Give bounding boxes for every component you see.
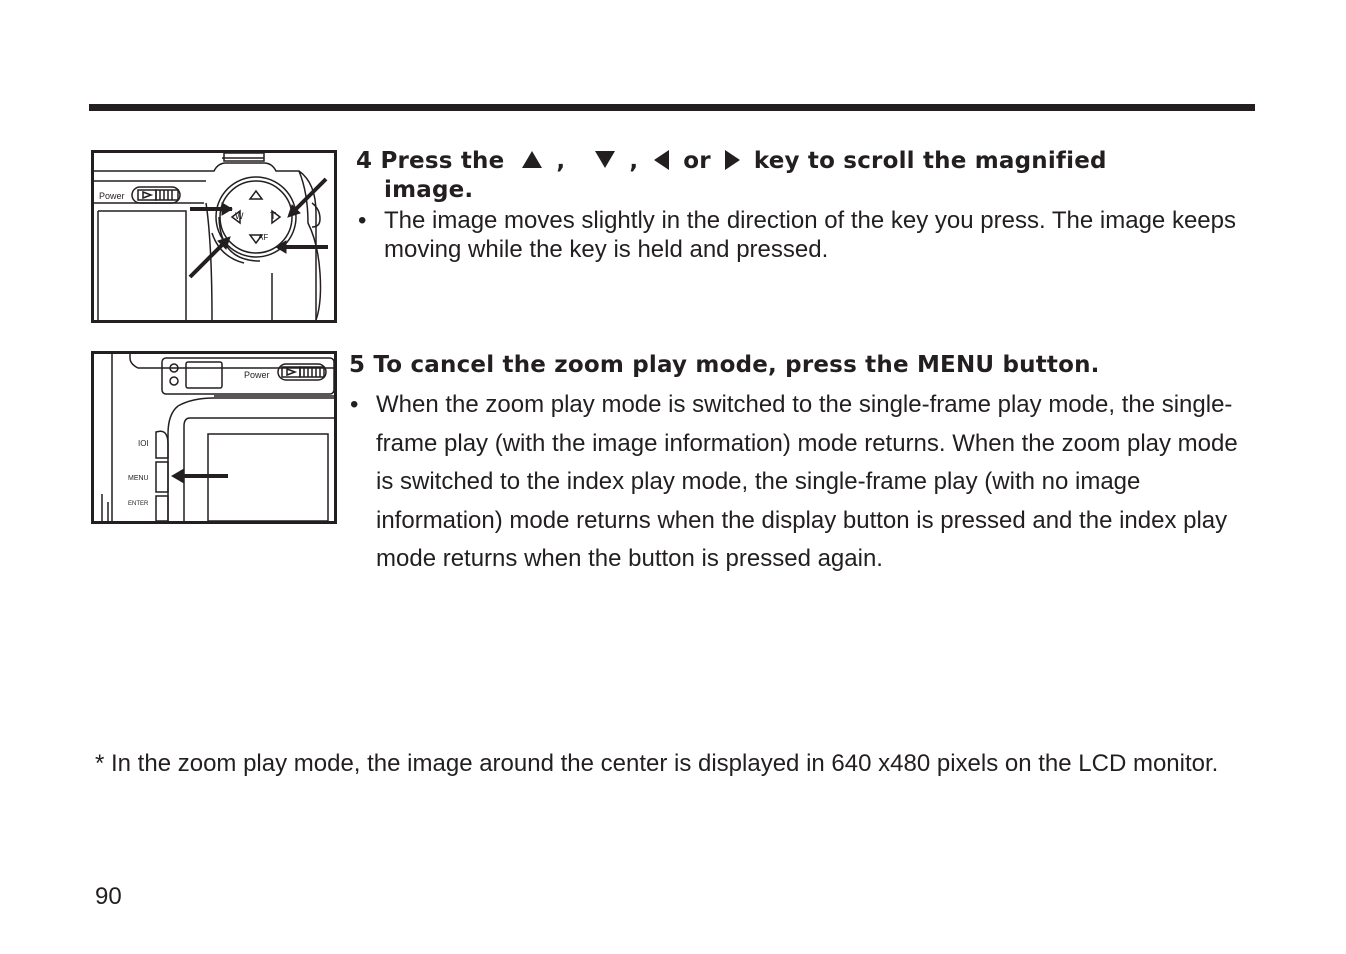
tele-label: T [270,211,277,222]
camera-menu-illustration [94,354,334,521]
figure-camera-dial [91,150,337,323]
footnote-text: In the zoom play mode, the image around the center is displayed in 640 x480 pixels on the LCD monitor. [111,750,1219,777]
step-4-number: 4 [356,148,373,174]
power-label: Power [99,191,125,201]
footnote-asterisk: * [95,750,105,777]
top-rule [89,104,1255,111]
step-4-heading [356,147,1256,205]
comma-1: , [556,148,566,174]
step-4-rest: key to scroll the magnified [753,148,1107,174]
left-arrow-key-icon [654,150,669,170]
right-arrow-key-icon [725,150,740,170]
camera-dial-illustration [94,153,334,320]
step-4-continuation: image. [384,177,474,203]
power-label-2: Power [244,370,270,380]
bullet: • [350,391,359,418]
bullet: • [358,207,367,234]
menu-label: MENU [128,475,149,482]
down-arrow-key-icon [595,151,615,168]
step-5-bullet-text [350,386,1260,579]
step-4-description: The image moves slightly in the direction of the key you press. The image keeps moving while the key is held and pressed. [384,207,1236,263]
step-5-description: When the zoom play mode is switched to the single-frame play mode, the single-frame play (with the image information) mode returns. When the zoom play mode is switched to the index play mode, the single-frame play (with no image information) mode returns when the display button is pressed and the index play mode returns when the button is pressed again. [376,391,1238,572]
display-label: IOI [138,439,149,448]
af-label: AF [258,233,269,242]
wide-label: W [235,211,244,221]
step-4-press: Press the [380,148,505,174]
figure-camera-menu [91,351,337,524]
step-5-heading: 5 To cancel the zoom play mode, press the MENU button. [349,352,1100,378]
comma-2: , [629,148,639,174]
footnote [95,745,1255,784]
enter-label: ENTER [128,501,149,507]
up-arrow-key-icon [522,151,542,168]
or-word: or [683,148,711,174]
page-number: 90 [95,883,122,910]
step-4-bullet-text [358,206,1258,264]
